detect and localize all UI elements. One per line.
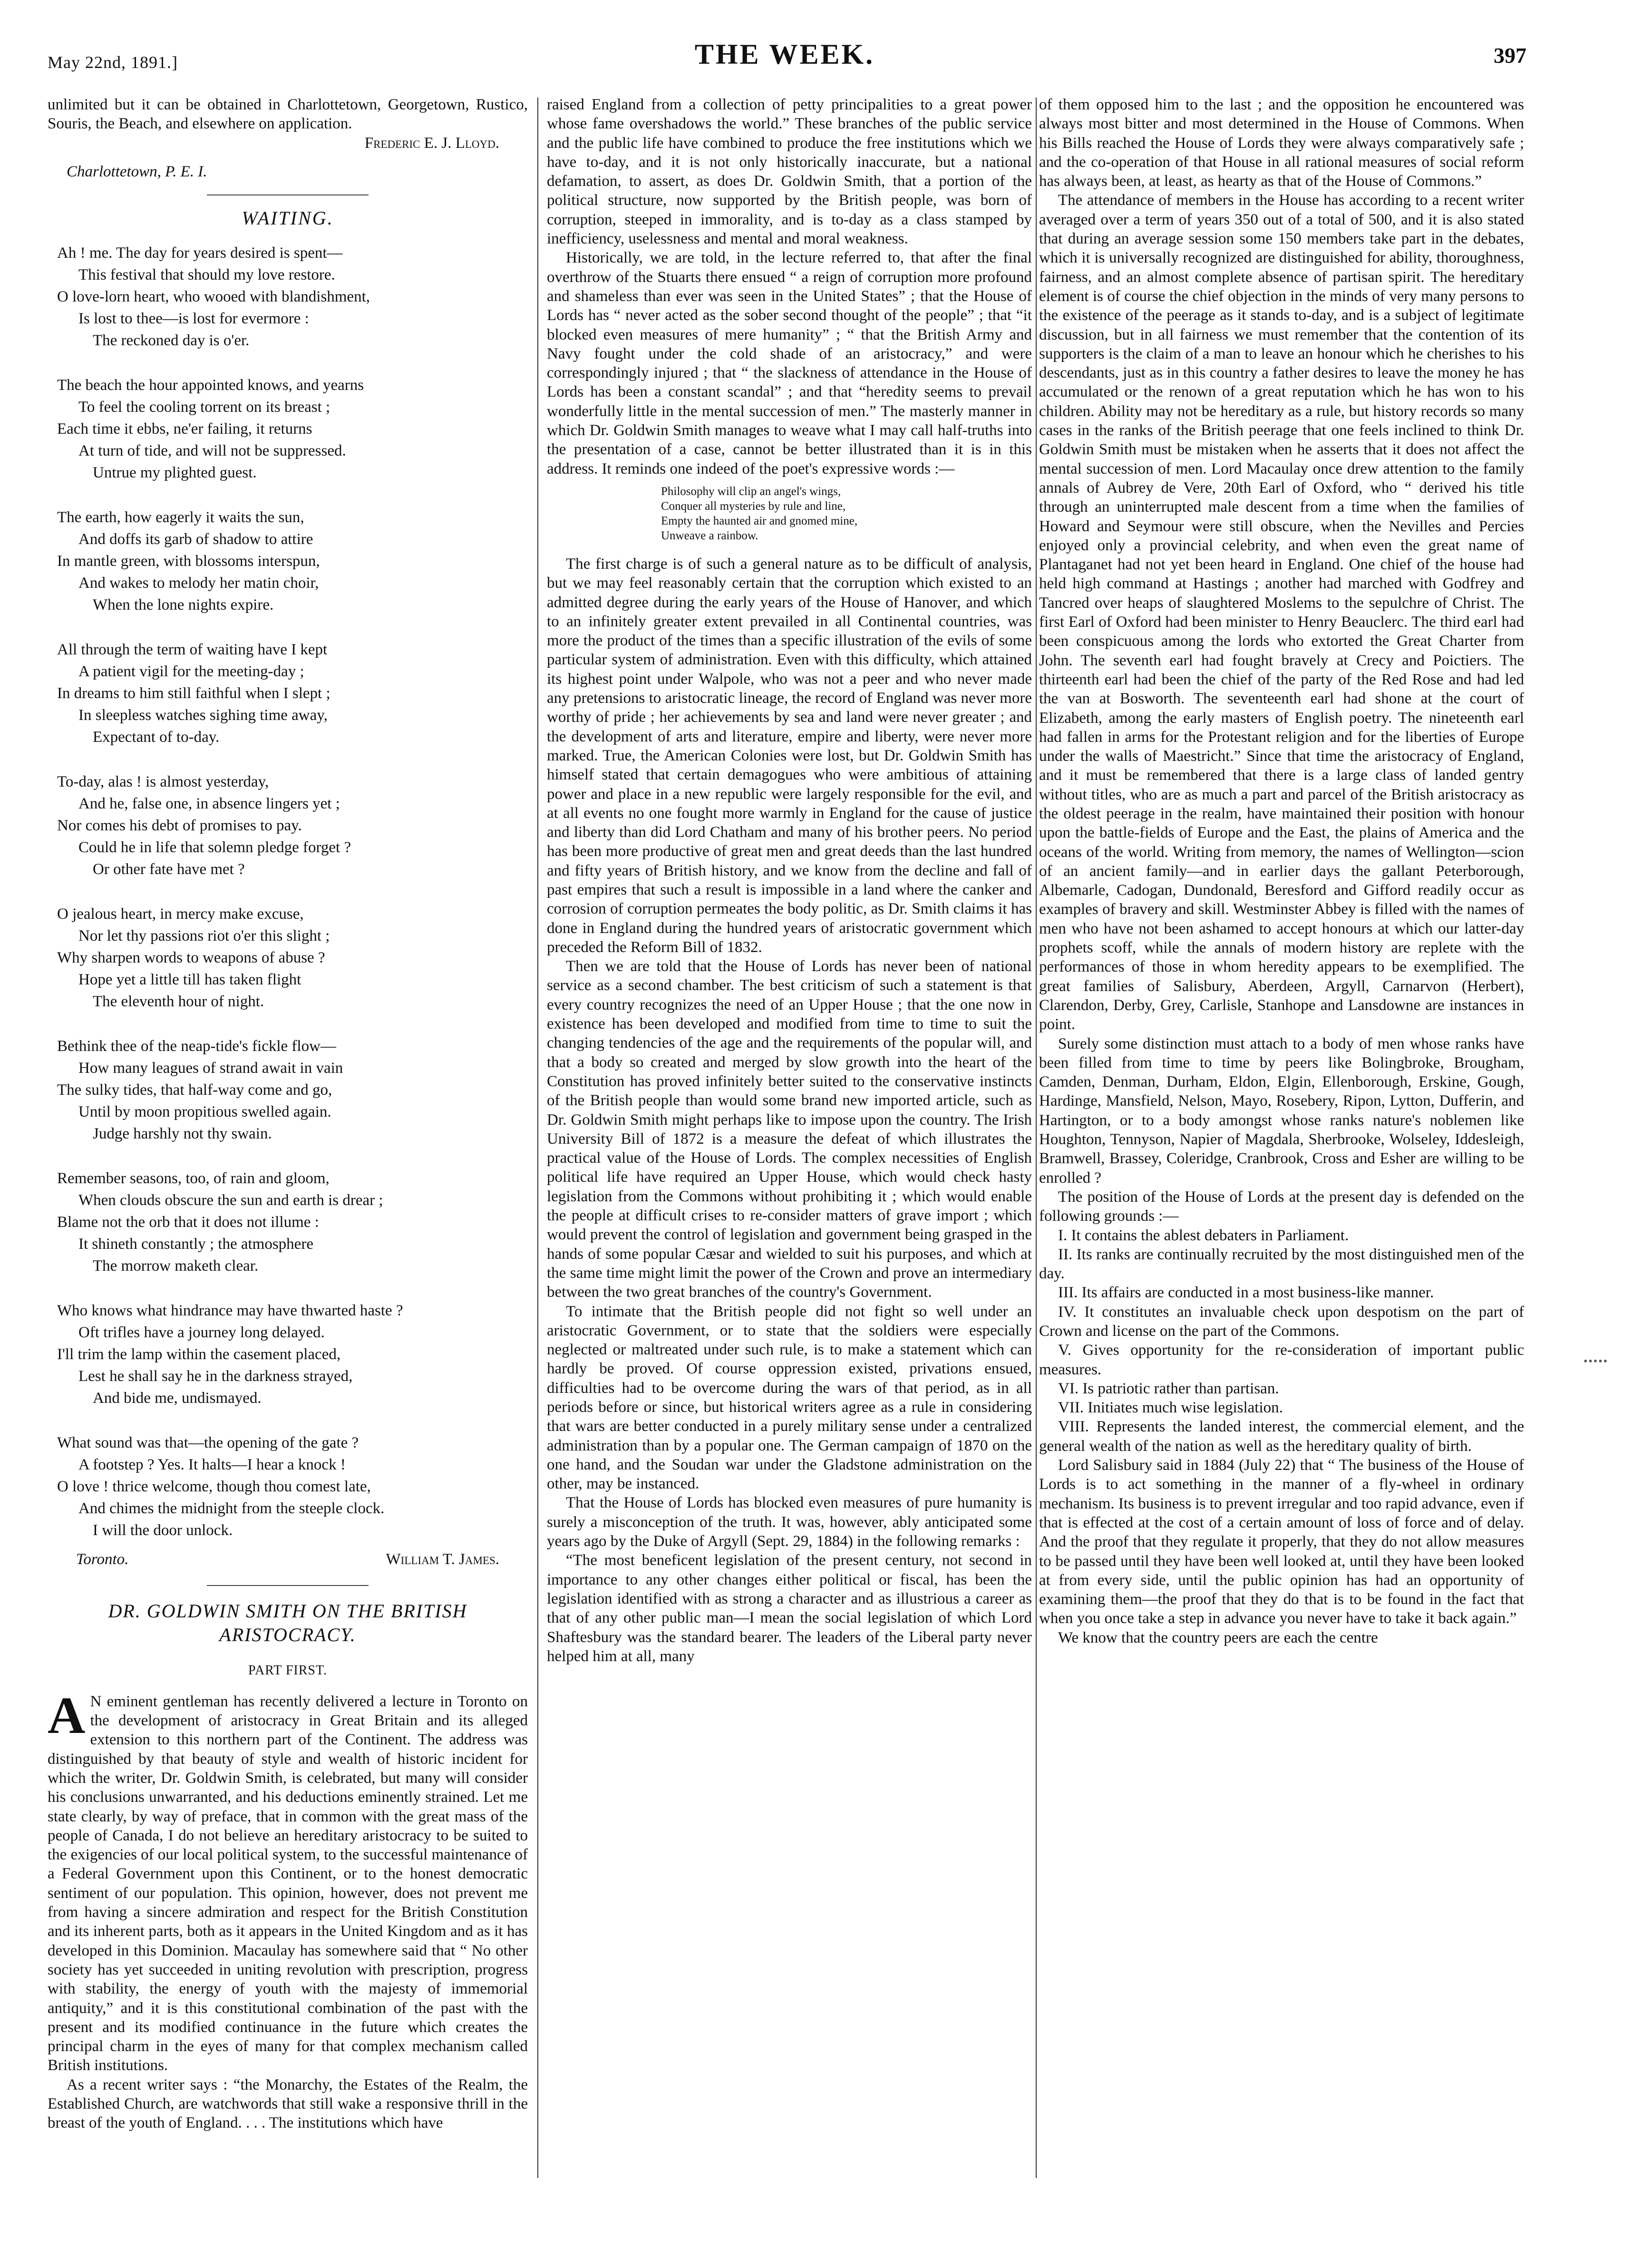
poem-author: William T. James. bbox=[386, 1551, 499, 1568]
poem-line: It shineth constantly ; the atmosphere bbox=[78, 1235, 313, 1253]
poem-line: In mantle green, with blossoms interspun, bbox=[57, 553, 320, 570]
article-paragraph-text: N eminent gentleman has recently delivered a lecture in Toronto on the development of aristocracy in Great Britain and its alleged extension to this northern part of the Continent. The address was distinguished by that beauty of style and wealth of historic incident for which the writer, Dr. Goldwin Smith, is celebrated, but many will consider his conclusions unwarranted, and his deductions eminently strained. Let me state clearly, by way of preface, that in common with the great mass of the people of Canada, I do not believe an hereditary aristocracy to be suited to the exigencies of our local political system, to the successful maintenance of a Federal Government upon this Continent, or to the honest democratic sentiment of our population. This opinion, however, does not prevent me from having a sincere admiration and respect for the British Constitution and its inherent parts, both as it appears in the United Kingdom and as it has developed in this Dominion. Macaulay has somewhere said that “ No other society has yet succeeded in uniting revolution with prescription, progress with stability, the energy of youth with the majesty of immemorial antiquity,” and it is this constitutional combination of the past with the present and its modified continuance in the future which creates the principal charm in the eyes of many for that complex mechanism called British institutions. bbox=[48, 1693, 528, 2074]
letter-place: Charlottetown, P. E. I. bbox=[67, 163, 207, 180]
poem-line: The beach the hour appointed knows, and yearns bbox=[57, 377, 364, 394]
poem-line: And doffs its garb of shadow to attire bbox=[78, 531, 313, 548]
poem-line: O love-lorn heart, who wooed with blandishment, bbox=[57, 288, 370, 306]
poem-stanza bbox=[57, 1167, 528, 1277]
poem-stanza bbox=[57, 639, 528, 748]
article-paragraph: We know that the country peers are each the centre bbox=[1058, 1629, 1378, 1646]
article-paragraph: raised England from a collection of petty principalities to a great power whose fame overshadows the world.” These branches of the public service and the public life have combined to produce the free institutions which we have to-day, and it is not only historically inaccurate, but a national defamation, to assert, as does Dr. Goldwin Smith, that a portion of the political structure, now supported by the British people, was born of corruption, steeped in immorality, and is to-day as a class stamped by inefficiency, uselessness and mental and moral weakness. bbox=[547, 96, 1032, 248]
poem-line: The reckoned day is o'er. bbox=[93, 332, 250, 350]
poem-line: The sulky tides, that half-way come and go, bbox=[57, 1081, 332, 1099]
poem-line: And chimes the midnight from the steeple clock. bbox=[78, 1500, 385, 1517]
poem-line: To-day, alas ! is almost yesterday, bbox=[57, 773, 269, 791]
poem-line: All through the term of waiting have I kept bbox=[57, 641, 328, 659]
poem-line: In dreams to him still faithful when I slept ; bbox=[57, 685, 330, 702]
poem-stanza bbox=[57, 1035, 528, 1145]
article-title bbox=[48, 1599, 528, 1647]
quote-line: Empty the haunted air and gnomed mine, bbox=[661, 514, 858, 527]
poem-line: Blame not the orb that it does not illume : bbox=[57, 1214, 319, 1231]
article-paragraph: Lord Salisbury said in 1884 (July 22) that “ The business of the House of Lords is to act something in the manner of a fly-wheel in ordinary mechanism. Its business is to prevent irregular and too rapid advance, even if that is effected at the cost of a certain amount of loss of force and of delay. And the proof that they regulate it properly, that they do not allow measures to be passed until they have been well looked at, until they have been looked at from every side, until the public opinion has had an opportunity of examining them—the proof that they do that is to be found in the fact that when you once take a step in advance you never have to take it back again.” bbox=[1039, 1457, 1524, 1627]
quote-line: Unweave a rainbow. bbox=[661, 529, 758, 542]
poem-line: And bide me, undismayed. bbox=[93, 1390, 262, 1407]
poem-line: A footstep ? Yes. It halts—I hear a knock ! bbox=[78, 1456, 346, 1474]
poem-title: WAITING. bbox=[242, 207, 334, 229]
poem-line: To feel the cooling torrent on its breast ; bbox=[78, 399, 330, 416]
page-number: 397 bbox=[1494, 43, 1526, 68]
list-item: VIII. Represents the landed interest, the commercial element, and the general wealth of the nation as well as the hereditary quality of birth. bbox=[1039, 1418, 1524, 1455]
article-subtitle: PART FIRST. bbox=[248, 1663, 327, 1678]
poem-line: Bethink thee of the neap-tide's fickle flow— bbox=[57, 1038, 336, 1055]
poem-line: O love ! thrice welcome, though thou comest late, bbox=[57, 1478, 371, 1496]
article-paragraph: That the House of Lords has blocked even measures of pure humanity is surely a misconception of the truth. It was, however, ably anticipated some years ago by the Duke of Argyll (Sept. 29, 1884) in the following remarks : bbox=[547, 1494, 1032, 1550]
list-item: V. Gives opportunity for the re-consideration of important public measures. bbox=[1039, 1342, 1524, 1378]
issue-date: May 22nd, 1891.] bbox=[48, 53, 178, 72]
article-title-line-1: DR. GOLDWIN SMITH ON THE BRITISH bbox=[108, 1600, 467, 1622]
poem-line: Expectant of to-day. bbox=[93, 729, 220, 746]
poem-line: How many leagues of strand await in vain bbox=[78, 1060, 343, 1077]
column-rule-2 bbox=[1036, 97, 1037, 2178]
poem-line: Each time it ebbs, ne'er failing, it returns bbox=[57, 420, 312, 438]
column-rule-1 bbox=[537, 97, 538, 2178]
poem-line: This festival that should my love restore. bbox=[78, 266, 335, 284]
poem-stanza bbox=[57, 771, 528, 880]
masthead bbox=[48, 38, 1526, 81]
poem-stanza bbox=[57, 1300, 528, 1409]
article-title-line-2: ARISTOCRACY. bbox=[219, 1624, 356, 1646]
poem-line: Who knows what hindrance may have thwarted haste ? bbox=[57, 1302, 403, 1320]
poem-line: Lest he shall say he in the darkness strayed, bbox=[78, 1368, 353, 1385]
poem-line: A patient vigil for the meeting-day ; bbox=[78, 663, 304, 681]
poem-line: What sound was that—the opening of the gate ? bbox=[57, 1434, 359, 1452]
poem-line: Nor let thy passions riot o'er this slight ; bbox=[78, 927, 330, 945]
column-1 bbox=[48, 95, 528, 2178]
publication-title: THE WEEK. bbox=[694, 39, 875, 70]
poem-line: Until by moon propitious swelled again. bbox=[78, 1103, 331, 1121]
poem-line: Ah ! me. The day for years desired is spent— bbox=[57, 244, 343, 262]
poem-line: Oft trifles have a journey long delayed. bbox=[78, 1324, 325, 1342]
poem-line: And wakes to melody her matin choir, bbox=[78, 574, 319, 592]
poem-stanza bbox=[57, 374, 528, 484]
article-paragraph: Historically, we are told, in the lecture referred to, that after the final overthrow of the Stuarts there ensued “ a reign of corruption more profound and shameless than ever was seen in the United States” ; that the House of Lords has “ never acted as the sober second thought of the people” ; that “it blocked even measures of mere humanity” ; “ that the British Army and Navy fought under the cold shade of an aristocracy,” and were correspondingly injured ; that “ the slackness of attendance in the House of Lords has been a constant scandal” ; and that “heredity seems to prevail wonderfully little in the mental succession of men.” The masterly manner in which Dr. Goldwin Smith manages to weave what I may call half-truths into the presentation of a case, cannot be better illustrated than it is in this address. It reminds one indeed of the poet's expressive words :— bbox=[547, 249, 1032, 477]
list-item: VII. Initiates much wise legislation. bbox=[1058, 1399, 1283, 1417]
list-item: III. Its affairs are conducted in a most business-like manner. bbox=[1058, 1284, 1434, 1302]
poem-place: Toronto. bbox=[76, 1551, 129, 1568]
poem-line: Untrue my plighted guest. bbox=[93, 464, 257, 482]
poem-line: The morrow maketh clear. bbox=[93, 1257, 259, 1275]
quote-line: Philosophy will clip an angel's wings, bbox=[661, 485, 841, 498]
poem-line: The eleventh hour of night. bbox=[93, 993, 264, 1011]
article-paragraph: As a recent writer says : “the Monarchy, the Estates of the Realm, the Established Church, are watchwords that still wake a responsive thrill in the breast of the youth of England. . . . The institutions which have bbox=[48, 2076, 528, 2132]
poem-stanza bbox=[57, 242, 528, 351]
poem-line: At turn of tide, and will not be suppressed. bbox=[78, 442, 346, 460]
poem-line: When the lone nights expire. bbox=[93, 596, 274, 614]
drop-cap: A bbox=[48, 1686, 86, 1744]
poem-stanza bbox=[57, 1432, 528, 1541]
list-item: II. Its ranks are continually recruited by the most distinguished men of the day. bbox=[1039, 1245, 1524, 1283]
letter-signature: Frederic E. J. Lloyd. bbox=[364, 134, 499, 152]
poem-line: Or other fate have met ? bbox=[93, 861, 245, 878]
poem-body bbox=[48, 242, 528, 1541]
poem-line: Judge harshly not thy swain. bbox=[93, 1125, 272, 1143]
list-item: VI. Is patriotic rather than partisan. bbox=[1058, 1380, 1279, 1397]
list-item: IV. It constitutes an invaluable check upon despotism on the part of Crown and license on the part of the Commons. bbox=[1039, 1303, 1524, 1340]
article-paragraph: Then we are told that the House of Lords has never been of national service as a second chamber. The best criticism of such a statement is that every country recognizes the need of an Upper House ; that the one now in existence has been developed and modified from time to time to suit the changing tendencies of the age and the requirements of the popular will, and that a body so created and merged by slow growth into the heart of the Constitution has proved infinitely better suited to the conservative instincts of the British people than would some brand new imported article, such as Dr. Goldwin Smith might perhaps like to impose upon the country. The Irish University Bill of 1872 is a measure the defeat of which illustrates the practical value of the House of Lords. The complex necessities of English political life have required an Upper House, which would check hasty legislation from the Commons without prohibiting it ; which would enable the people at difficult crises to re-consider matters of grave import ; which would prevent the control of legislation and government being grasped in the hands of some popular Cæsar and wielded to suit his purposes, and which at the same time might limit the power of the Crown and prove an intermediary between the two great branches of the country's Government. bbox=[547, 958, 1032, 1301]
article-paragraph: Surely some distinction must attach to a body of men whose ranks have been filled from time to time by peers like Bolingbroke, Brougham, Camden, Denman, Durham, Eldon, Elgin, Ellenborough, Erskine, Gough, Hardinge, Mansfield, Nelson, Mayo, Rosebery, Ripon, Lytton, Dufferin, and Hartington, or to a body amongst whose ranks nature's noblemen like Houghton, Tennyson, Napier of Magdala, Sherbrooke, Wolseley, Iddesleigh, Bramwell, Brassey, Coleridge, Cranbrook, Cross and Esher are willing to be enrolled ? bbox=[1039, 1035, 1524, 1187]
poem-line: In sleepless watches sighing time away, bbox=[78, 707, 328, 724]
poem-line: Is lost to thee—is lost for evermore : bbox=[78, 310, 309, 328]
article-paragraph: The first charge is of such a general nature as to be difficult of analysis, but we may feel reasonably certain that the corruption which existed to an admitted degree during the early years of the House of Hanover, and which to an infinitely greater extent prevailed in all Continental countries, was more the product of the times than a specific illustration of the evils of some particular system of administration. Even with this difficulty, which attained its highest point under Walpole, who was not a peer and who never made any pretensions to aristocratic lineage, the record of England was never more worthy of pride ; her achievements by sea and land were never greater ; and the development of arts and literature, empire and liberty, were never more marked. True, the American Colonies were lost, but Dr. Goldwin Smith has himself stated that certain demagogues who were ambitious of attaining power and place in a new republic were largely responsible for the evil, and at all events no one fought more warmly in England for the cause of justice and liberty than did Lord Chatham and many of his brother peers. No period has been more productive of great men and great deeds than the last hundred and fifty years of British history, and we know from the decline and fall of past empires that such a result is impossible in a land where the canker and corrosion of corruption permeates the body politic, as Dr. Smith claims it has done in England during the hundred years of aristocratic government which preceded the Reform Bill of 1832. bbox=[547, 555, 1032, 956]
section-divider bbox=[207, 1585, 369, 1586]
poem-line: When clouds obscure the sun and earth is drear ; bbox=[78, 1192, 383, 1209]
poem-line: And he, false one, in absence lingers yet ; bbox=[78, 795, 340, 813]
article-paragraph: of them opposed him to the last ; and the opposition he encountered was always most bitter and most determined in the House of Commons. When his Bills reached the House of Lords they were always comparatively safe ; and the co-operation of that House in all rational measures of social reform has always been, at least, as hearty as that of the House of Commons.” bbox=[1039, 96, 1524, 190]
article-paragraph: To intimate that the British people did not fight so well under an aristocratic Government, or to state that the soldiers were especially neglected or maltreated under such rule, is to make a statement which can hardly be proved. Of course oppression existed, privations ensued, difficulties had to be overcome during the wars of that period, as in all periods before or since, but historical writers agree as a rule in considering that wars are better conducted in a purely military sense under a centralized administration than by a popular one. The German campaign of 1870 on the one hand, and the Soudan war under the Gladstone administration on the other, may be instanced. bbox=[547, 1303, 1032, 1493]
block-quote bbox=[661, 484, 1032, 543]
poem-line: I will the door unlock. bbox=[93, 1522, 233, 1539]
poem-line: Hope yet a little till has taken flight bbox=[78, 971, 301, 989]
quote-line: Conquer all mysteries by rule and line, bbox=[661, 499, 846, 513]
article-paragraph: The position of the House of Lords at the present day is defended on the following grounds :— bbox=[1039, 1188, 1524, 1225]
column-2 bbox=[547, 95, 1032, 2183]
article-paragraph bbox=[48, 1686, 528, 2075]
poem-line: The earth, how eagerly it waits the sun, bbox=[57, 509, 304, 526]
poem-line: O jealous heart, in mercy make excuse, bbox=[57, 905, 304, 923]
poem-line: Remember seasons, too, of rain and gloom, bbox=[57, 1170, 330, 1187]
poem-stanza bbox=[57, 506, 528, 616]
poem-signature bbox=[57, 1550, 528, 1572]
poem-line: Why sharpen words to weapons of abuse ? bbox=[57, 949, 325, 967]
article-paragraph: The attendance of members in the House has according to a recent writer averaged over a term of years 350 out of a total of 500, and it is also stated that during an average session some 150 members take part in the debates, which it is universally recognized are distinguished for ability, thoroughness, fairness, and an almost complete absence of partisan spirit. The hereditary element is of course the chief objection in the minds of very many persons to the existence of the peerage as it stands to-day, and is a subject of legitimate discussion, but in all fairness we must remember that the contention of its supporters is the claim of a man to leave an honour which he cherishes to his descendants, just as in this country a father desires to leave the money he has accumulated or the renown of a great reputation which he has won to his children. Ability may not be hereditary as a rule, but history records so many cases in the ranks of the British peerage that one feels inclined to think Dr. Goldwin Smith must be mistaken when he asserts that it does not affect the mental succession of men. Lord Macaulay once drew attention to the family annals of Aubrey de Vere, 20th Earl of Oxford, who “ derived his title through an uninterrupted male descent from a time when the families of Howard and Seymour were still obscure, when the Nevilles and Percies enjoyed only a provincial celebrity, and when even the great name of Plantaganet had not yet been heard in England. One chief of the house had held high command at Hastings ; another had marched with Godfrey and Tancred over heaps of slaughtered Moslems to the sepulchre of Christ. The first Earl of Oxford had been minister to Henry Beauclerc. The third earl had been conspicuous among the lords who extorted the Great Charter from John. The seventh earl had fought bravely at Crecy and Poictiers. The thirteenth earl had been the chief of the party of the Red Rose and had led the van at Bosworth. The seventeenth earl had shone at the court of Elizabeth, among the early masters of English poetry. The nineteenth earl had fallen in arms for the Protestant religion and for the liberties of Europe under the walls of Maestricht.” Since that time the aristocracy of England, and it must be remembered that there is a large class of landed gentry without titles, who are as much a part and parcel of the British aristocracy as the oldest peerage in the realm, have maintained their position with honour upon the battle-fields of Europe and the East, the plains of America and the oceans of the world. Writing from memory, the names of Wellington—scion of an ancient family—and in earlier days the gallant Peterborough, Albemarle, Cadogan, Dundonald, Beresford and Gifford readily occur as examples of bravery and skill. Westminster Abbey is filled with the names of men who have not been ashamed to accept honours at which our latter-day prophets scoff, while the annals of modern history are replete with the performances of those in whom heredity appears to be exemplified. The great families of Salisbury, Aberdeen, Argyll, Carnarvon (Herbert), Clarendon, Derby, Grey, Carlisle, Stanhope and Lansdowne are instances in point. bbox=[1039, 192, 1524, 1033]
poem-line: I'll trim the lamp within the casement placed, bbox=[57, 1346, 341, 1363]
poem-line: Nor comes his debt of promises to pay. bbox=[57, 817, 302, 835]
article-paragraph: “The most beneficent legislation of the present century, not second in importance to any other changes either political or fiscal, has been the legislation identified with as strong a character and as illustrious a career as that of any other public man—I mean the social legislation of which Lord Shaftesbury was the standard bearer. The leaders of the Liberal party never helped him at all, many bbox=[547, 1552, 1032, 1665]
margin-mark: ••••• bbox=[1584, 1355, 1609, 1368]
list-item: I. It contains the ablest debaters in Parliament. bbox=[1058, 1226, 1349, 1244]
column-3 bbox=[1039, 95, 1524, 2183]
poem-stanza bbox=[57, 903, 528, 1012]
continuation-text: unlimited but it can be obtained in Charlottetown, Georgetown, Rustico, Souris, the Beach, and elsewhere on application. bbox=[48, 96, 528, 133]
poem-line: Could he in life that solemn pledge forget ? bbox=[78, 839, 351, 856]
